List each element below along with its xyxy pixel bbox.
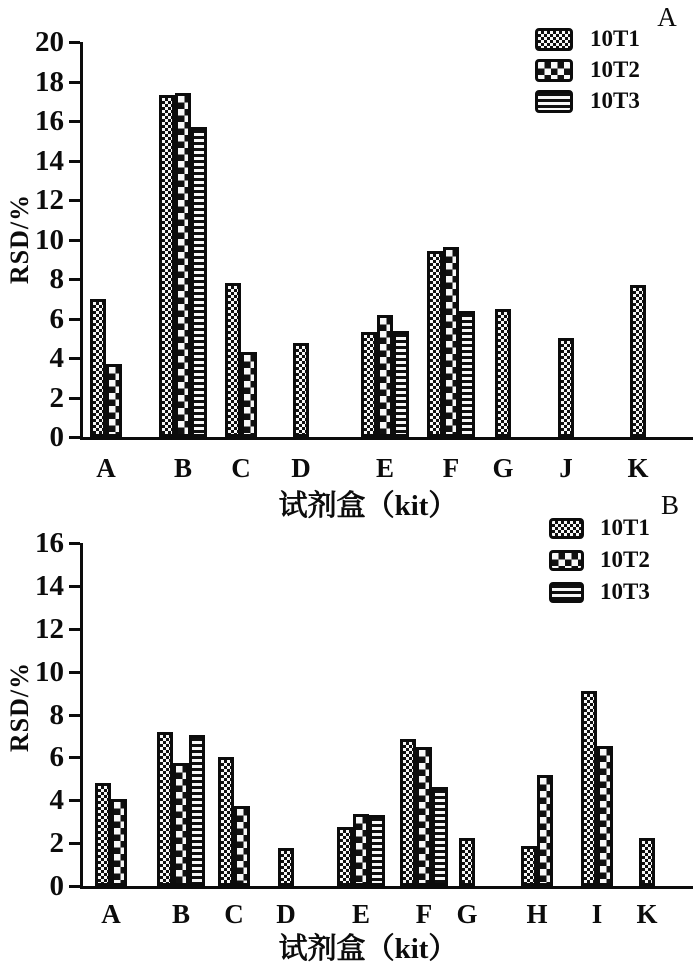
y-tick-label: 8 <box>49 698 64 731</box>
y-tick <box>69 714 80 717</box>
bar-E-10T2 <box>353 814 369 886</box>
y-tick-label: 10 <box>35 223 64 256</box>
legend-label-10t1: 10T1 <box>590 26 640 51</box>
y-tick <box>69 671 80 674</box>
y-tick-label: 10 <box>35 655 64 688</box>
y-tick-label: 14 <box>35 144 64 177</box>
y-tick-label: 6 <box>49 741 64 774</box>
y-tick-label: 12 <box>35 184 64 216</box>
y-tick <box>69 885 80 888</box>
legend-label-10t2: 10T2 <box>600 547 650 572</box>
bar-B-10T1 <box>157 732 173 886</box>
y-tick-label: 0 <box>49 870 64 902</box>
bar-H-10T1 <box>521 846 537 886</box>
bar-K-10T1 <box>639 838 655 886</box>
y-tick-label: 0 <box>49 421 64 453</box>
x-category-label: C <box>231 453 251 483</box>
x-category-label: G <box>492 453 514 483</box>
y-tick-label: 12 <box>35 612 64 645</box>
y-tick-label: 14 <box>35 569 64 602</box>
y-tick <box>69 628 80 631</box>
bar-B-10T2 <box>173 763 189 886</box>
x-category-label: F <box>442 453 460 483</box>
panel-a-y-axis-title: RSD/% <box>5 193 34 285</box>
y-tick <box>69 542 80 545</box>
legend-label-10t3: 10T3 <box>590 88 640 113</box>
x-category-label: G <box>456 899 478 929</box>
x-category-label: C <box>224 899 244 929</box>
x-category-label: K <box>636 899 658 929</box>
bar-G-10T1 <box>459 838 475 886</box>
y-tick <box>69 756 80 759</box>
bar-E-10T3 <box>369 815 385 886</box>
panel-b-legend <box>549 516 650 612</box>
bar-D-10T1 <box>278 848 294 886</box>
y-tick-label: 8 <box>49 263 64 295</box>
bar-F-10T3 <box>432 787 448 886</box>
panel-a-x-axis-title: 试剂盒（kit） <box>278 490 458 522</box>
x-category-label: B <box>173 453 192 483</box>
y-axis <box>80 543 83 889</box>
x-category-label: E <box>351 899 370 929</box>
x-category-label: J <box>559 453 573 483</box>
y-tick-label: 2 <box>49 381 64 414</box>
legend-label-10t3: 10T3 <box>600 579 650 604</box>
x-category-label: A <box>96 453 116 483</box>
x-category-label: K <box>627 453 649 483</box>
y-tick <box>69 585 80 588</box>
x-category-label: A <box>101 899 121 929</box>
bar-H-10T2 <box>537 775 553 886</box>
legend-item-10t2 <box>549 548 650 572</box>
y-tick-label: 2 <box>49 827 64 860</box>
legend-swatch-10t1 <box>549 518 584 539</box>
panel-a-corner-label: A <box>657 2 677 32</box>
y-tick <box>69 799 80 802</box>
legend-item-10t1 <box>549 516 650 540</box>
legend-swatch-10t2 <box>549 550 584 571</box>
bar-B-10T3 <box>189 735 205 886</box>
legend-item-10t3 <box>549 580 650 604</box>
bar-I-10T2 <box>597 746 613 886</box>
x-axis <box>80 886 693 889</box>
y-tick-label: 16 <box>35 527 64 559</box>
x-category-label: D <box>291 453 311 483</box>
bar-C-10T1 <box>218 757 234 886</box>
y-tick-label: 4 <box>49 342 64 374</box>
legend-label-10t1: 10T1 <box>600 515 650 540</box>
x-category-label: D <box>276 899 296 929</box>
bar-E-10T1 <box>337 827 353 886</box>
y-tick <box>69 842 80 845</box>
bar-I-10T1 <box>581 691 597 886</box>
y-tick-label: 20 <box>35 26 64 58</box>
y-tick-label: 16 <box>35 105 64 137</box>
bar-A-10T1 <box>95 783 111 886</box>
panel-b-corner-label: B <box>660 490 679 520</box>
y-tick-label: 4 <box>49 784 64 817</box>
y-tick-label: 6 <box>49 302 64 335</box>
legend-swatch-10t3 <box>549 582 584 603</box>
bar-C-10T2 <box>234 806 250 886</box>
panel-b-y-axis-title: RSD/% <box>5 661 34 753</box>
bar-F-10T2 <box>416 747 432 886</box>
bar-F-10T1 <box>400 739 416 886</box>
bar-A-10T2 <box>111 799 127 886</box>
legend-label-10t2: 10T2 <box>590 57 640 82</box>
x-category-label: H <box>526 899 548 929</box>
x-category-label: B <box>171 899 190 929</box>
x-category-label: I <box>591 899 603 929</box>
panel-b-x-axis-title: 试剂盒（kit） <box>278 933 458 965</box>
x-category-label: E <box>375 453 394 483</box>
x-category-label: F <box>415 899 433 929</box>
y-tick-label: 18 <box>35 65 64 98</box>
